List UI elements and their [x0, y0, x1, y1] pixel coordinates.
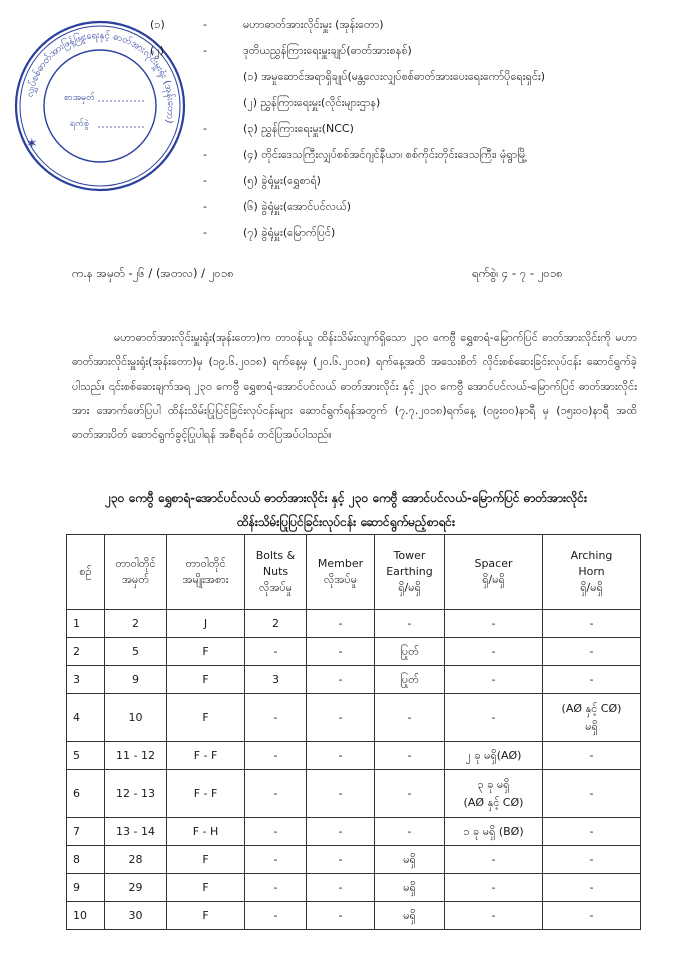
column-header-text: Earthing — [386, 565, 433, 578]
cell-bolts — [245, 610, 307, 638]
cell-value: - — [589, 644, 594, 658]
column-header — [245, 535, 307, 610]
cell-value: 10 — [128, 710, 143, 724]
cell-value: ပြုတ် — [400, 672, 419, 686]
cell-earthing — [375, 874, 445, 902]
column-header-text: စဉ် — [79, 565, 92, 578]
column-header — [105, 535, 167, 610]
cell-tower-no — [105, 874, 167, 902]
cell-member — [307, 694, 375, 742]
column-header — [67, 535, 105, 610]
maintenance-table — [66, 534, 641, 930]
cell-earthing — [375, 694, 445, 742]
cell-value: - — [491, 852, 496, 866]
cell-value: - — [273, 710, 278, 724]
cell-type — [167, 818, 245, 846]
cell-spacer — [445, 694, 543, 742]
cell-horn — [543, 610, 641, 638]
cell-earthing — [375, 818, 445, 846]
recipient-dash: - — [203, 122, 207, 135]
recipient-dash: - — [203, 174, 207, 187]
table-title — [56, 486, 636, 534]
cell-spacer — [445, 770, 543, 818]
cell-horn — [543, 742, 641, 770]
cell-value: 12 - 13 — [116, 786, 155, 800]
cell-horn — [543, 638, 641, 666]
recipient-text: (၅) ခွဲရုံမှူး(ရွှေစာရံ) — [243, 174, 321, 187]
cell-horn — [543, 846, 641, 874]
cell-spacer — [445, 742, 543, 770]
table-body — [67, 610, 641, 930]
column-header — [445, 535, 543, 610]
cell-tower-no — [105, 610, 167, 638]
cell-spacer — [445, 610, 543, 638]
table-row — [67, 638, 641, 666]
cell-tower-no — [105, 694, 167, 742]
cell-type — [167, 610, 245, 638]
cell-value: 5 — [132, 644, 139, 658]
cell-no — [67, 666, 105, 694]
cell-type — [167, 846, 245, 874]
cell-type — [167, 666, 245, 694]
recipient-text: (၄) တိုင်းဒေသကြီးလျှပ်စစ်အင်ဂျင်နီယာ၊ စစ်ကိုင်းတိုင်းဒေသကြီး၊ မုံရွာမြို့ — [243, 148, 527, 161]
reference-date: ရက်စွဲ၊ ၄ - ၇ - ၂၀၁၈ — [472, 266, 563, 280]
cell-value: - — [407, 824, 412, 838]
cell-bolts — [245, 666, 307, 694]
table-title-line-1: ၂၃၀ ကေဗွီ ရွှေစာရံ-အောင်ပင်လယ် ဓာတ်အားလိုင်း နှင့် ၂၃၀ ကေဗွီ အောင်ပင်လယ်-မြောက်ပြင် ဓာတ်အားလိုင်း — [104, 491, 587, 505]
cell-value: (AØ နှင့် CØ) — [561, 701, 622, 715]
cell-value: - — [338, 880, 343, 894]
stamp-outer-text: လျှပ်စစ်ဓာတ်အားဖြန့်ဖြူးရေးနှင့် ဓာတ်အားလိုင်းမှူးရုံး (အုန်းတော) — [24, 29, 177, 125]
cell-horn — [543, 874, 641, 902]
column-header-text: Tower — [393, 549, 426, 562]
cell-member — [307, 770, 375, 818]
cell-no — [67, 874, 105, 902]
cell-value: - — [491, 616, 496, 630]
cell-no — [67, 638, 105, 666]
cell-tower-no — [105, 770, 167, 818]
stamp-line-number: စာအမှတ် — [64, 93, 95, 103]
cell-spacer — [445, 902, 543, 930]
cell-member — [307, 874, 375, 902]
table-row — [67, 610, 641, 638]
star-icon: ✶ — [26, 136, 38, 152]
cell-bolts — [245, 846, 307, 874]
cell-no — [67, 694, 105, 742]
cell-value: - — [338, 852, 343, 866]
cell-value: 2 — [272, 616, 279, 630]
cell-tower-no — [105, 666, 167, 694]
cell-bolts — [245, 742, 307, 770]
table-title-line-2: ထိန်းသိမ်းပြုပြင်ခြင်းလုပ်ငန်း ဆောင်ရွက်မည့်စာရင်း — [237, 515, 455, 529]
recipient-text: (၇) ခွဲရုံမှူး(မြောက်ပြင်) — [243, 226, 336, 239]
recipient-number: (၂) — [150, 44, 164, 57]
cell-value: မရှိ — [403, 908, 416, 922]
column-header — [375, 535, 445, 610]
recipient-text: (၂) ညွှန်ကြားရေးမှူး(လိုင်းများဌာန) — [243, 96, 381, 109]
cell-value: - — [491, 644, 496, 658]
cell-horn — [543, 694, 641, 742]
cell-value: 11 - 12 — [116, 748, 155, 762]
cell-value: - — [338, 644, 343, 658]
cell-horn — [543, 666, 641, 694]
cell-tower-no — [105, 902, 167, 930]
cell-value: - — [407, 710, 412, 724]
cell-value: - — [589, 786, 594, 800]
cell-spacer — [445, 874, 543, 902]
cell-value: F — [202, 852, 209, 866]
cell-value: - — [491, 880, 496, 894]
column-header-text: Member — [317, 557, 364, 570]
cell-value: - — [273, 852, 278, 866]
cell-spacer — [445, 666, 543, 694]
cell-value: 7 — [73, 824, 80, 838]
table-row — [67, 874, 641, 902]
cell-earthing — [375, 846, 445, 874]
column-header-text: Spacer — [474, 557, 513, 570]
recipient-text: မဟာဓာတ်အားလိုင်းမှူး (အုန်းတော) — [243, 18, 384, 31]
column-header-text: Horn — [578, 565, 605, 578]
cell-type — [167, 770, 245, 818]
column-header-text: အမှတ် — [121, 573, 150, 586]
cell-value: 2 — [132, 616, 139, 630]
cell-value: 3 — [73, 672, 80, 686]
column-header-text: လိုအပ်မှု — [259, 581, 292, 594]
column-header — [307, 535, 375, 610]
column-header-text: ရှိ/မရှိ — [580, 581, 603, 594]
table-row — [67, 846, 641, 874]
cell-earthing — [375, 666, 445, 694]
cell-no — [67, 902, 105, 930]
cell-tower-no — [105, 638, 167, 666]
cell-value: 5 — [73, 748, 80, 762]
recipient-dash: - — [203, 148, 207, 161]
cell-value: ၁ ခု မရှိ (BØ) — [463, 824, 524, 838]
cell-value: F - F — [193, 786, 218, 800]
cell-value: - — [589, 852, 594, 866]
table-row — [67, 770, 641, 818]
cell-value: F — [202, 672, 209, 686]
cell-value: - — [338, 616, 343, 630]
cell-value: 29 — [128, 880, 143, 894]
cell-value: - — [407, 786, 412, 800]
cell-horn — [543, 770, 641, 818]
cell-no — [67, 770, 105, 818]
cell-type — [167, 874, 245, 902]
recipient-dash: - — [203, 226, 207, 239]
cell-value: F — [202, 880, 209, 894]
table-row — [67, 742, 641, 770]
column-header-text: Nuts — [262, 565, 289, 578]
recipient-text: (၆) ခွဲရုံမှူး(အောင်ပင်လယ်) — [243, 200, 352, 213]
cell-spacer — [445, 818, 543, 846]
cell-horn — [543, 902, 641, 930]
recipient-dash: - — [203, 18, 207, 31]
cell-value: - — [273, 644, 278, 658]
cell-bolts — [245, 694, 307, 742]
column-header — [167, 535, 245, 610]
cell-value: 9 — [73, 880, 80, 894]
cell-value: F - F — [193, 748, 218, 762]
cell-member — [307, 902, 375, 930]
cell-earthing — [375, 638, 445, 666]
cell-horn — [543, 818, 641, 846]
cell-value: - — [589, 908, 594, 922]
cell-bolts — [245, 770, 307, 818]
cell-value: F — [202, 644, 209, 658]
cell-member — [307, 610, 375, 638]
cell-value: - — [338, 824, 343, 838]
cell-tower-no — [105, 742, 167, 770]
cell-earthing — [375, 610, 445, 638]
cell-value: မရှိ — [403, 852, 416, 866]
column-header-text: လိုအပ်မှု — [324, 573, 357, 586]
column-header-text: ရှိ/မရှိ — [482, 573, 505, 586]
cell-value: 4 — [73, 710, 80, 724]
cell-type — [167, 902, 245, 930]
stamp-line-date: ရက်စွဲ — [70, 119, 90, 129]
cell-member — [307, 742, 375, 770]
cell-bolts — [245, 638, 307, 666]
cell-value: ၃ ခု မရှိ — [477, 777, 510, 791]
cell-tower-no — [105, 846, 167, 874]
cell-no — [67, 610, 105, 638]
table-row — [67, 666, 641, 694]
column-header-text: Arching — [570, 549, 613, 562]
recipient-text: (၃) ညွှန်ကြားရေးမှူး(NCC) — [243, 122, 354, 135]
column-header — [543, 535, 641, 610]
cell-value: F - H — [192, 824, 219, 838]
cell-value: - — [589, 824, 594, 838]
cell-earthing — [375, 770, 445, 818]
cell-no — [67, 846, 105, 874]
cell-value-secondary: မရှိ — [585, 719, 598, 733]
column-header-text: တာဝါတိုင် — [185, 557, 226, 570]
column-header-text: အမျိုးအစား — [182, 573, 229, 586]
cell-value: - — [491, 710, 496, 724]
table-row — [67, 694, 641, 742]
cell-bolts — [245, 874, 307, 902]
cell-value: - — [338, 672, 343, 686]
cell-spacer — [445, 638, 543, 666]
table-header-row — [67, 535, 641, 610]
cell-value: - — [589, 616, 594, 630]
cell-value: - — [273, 748, 278, 762]
cell-value: 28 — [128, 852, 143, 866]
cell-value: - — [589, 672, 594, 686]
recipient-dash: - — [203, 200, 207, 213]
column-header-text: Bolts & — [255, 549, 296, 562]
cell-value: - — [589, 748, 594, 762]
cell-value: - — [407, 748, 412, 762]
cell-value: 1 — [73, 616, 80, 630]
cell-value: 3 — [272, 672, 279, 686]
cell-value: - — [273, 786, 278, 800]
cell-value: 13 - 14 — [116, 824, 155, 838]
cell-type — [167, 638, 245, 666]
cell-earthing — [375, 902, 445, 930]
cell-value-secondary: (AØ နှင့် CØ) — [463, 795, 524, 809]
cell-value: - — [338, 786, 343, 800]
cell-type — [167, 742, 245, 770]
table-row — [67, 902, 641, 930]
cell-member — [307, 846, 375, 874]
cell-value: - — [407, 616, 412, 630]
cell-bolts — [245, 902, 307, 930]
cell-value: 6 — [73, 786, 80, 800]
cell-value: မရှိ — [403, 880, 416, 894]
cell-value: - — [338, 748, 343, 762]
column-header-text: တာဝါတိုင် — [115, 557, 156, 570]
cell-value: - — [273, 824, 278, 838]
cell-value: - — [338, 710, 343, 724]
cell-no — [67, 742, 105, 770]
recipient-dash: - — [203, 44, 207, 57]
cell-value: ပြုတ် — [400, 644, 419, 658]
cell-value: - — [589, 880, 594, 894]
cell-earthing — [375, 742, 445, 770]
cell-tower-no — [105, 818, 167, 846]
cell-spacer — [445, 846, 543, 874]
column-header-text: ရှိ/မရှိ — [398, 581, 421, 594]
recipient-text: ဒုတိယညွှန်ကြားရေးမှူးချုပ်(ဓာတ်အားစနစ်) — [243, 44, 412, 57]
cell-bolts — [245, 818, 307, 846]
cell-value: F — [202, 908, 209, 922]
cell-member — [307, 638, 375, 666]
cell-no — [67, 818, 105, 846]
cell-value: 9 — [132, 672, 139, 686]
cell-value: 8 — [73, 852, 80, 866]
table-row — [67, 818, 641, 846]
cell-value: ၂ ခု မရှိ(AØ) — [465, 748, 522, 762]
cell-value: - — [273, 880, 278, 894]
cell-value: J — [203, 616, 208, 630]
cell-value: - — [491, 908, 496, 922]
recipient-text: (၁) အမှုဆောင်အရာရှိချုပ်(မန္တလေးလျှပ်စစ်ဓာတ်အားပေးရေးကော်ပိုရေးရှင်း) — [243, 70, 546, 83]
cell-value: - — [273, 908, 278, 922]
cell-type — [167, 694, 245, 742]
body-paragraph: မဟာဓာတ်အားလိုင်းမှူးရုံး(အုန်းတော)က တာဝန်ယူ ထိန်းသိမ်းလျက်ရှိသော ၂၃၀ ကေဗွီ ရွှေစာရံ-မြောက်ပြင် ဓာတ်အားလိုင်းကို မဟာဓာတ်အားလိုင်းမှူးရုံး(အုန်းတော)မှ (၁၉.၆.၂၀၁၈) ရက်နေ့မှ (၂၀.၆.၂၀၁၈) ရက်နေ့အထိ အသေးစိတ် လိုင်းစစ်ဆေးခြင်းလုပ်ငန်း ဆောင်ရွက်ခဲ့ပါသည်။ ၎င်းစစ်ဆေးချက်အရ ၂၃၀ ကေဗွီ ရွှေစာရံ-အောင်ပင်လယ် ဓာတ်အားလိုင်း နှင့် ၂၃၀ ကေဗွီ အောင်ပင်လယ်-မြောက်ပြင် ဓာတ်အားလိုင်းအား အောက်ဖော်ပြပါ ထိန်းသိမ်းပြုပြင်ခြင်းလုပ်ငန်းများ ဆောင်ရွက်ရန်အတွက် (၇.၇.၂၀၁၈)ရက်နေ့ (၀၉း၀၀)နာရီ မှ (၁၅း၀၀)နာရီ အထိ ဓာတ်အားပိတ် ဆောင်ရွက်ခွင့်ပြုပါရန် အစီရင်ခံ တင်ပြအပ်ပါသည်။ — [72, 331, 637, 442]
cell-value: 10 — [73, 908, 87, 922]
cell-value: F — [202, 710, 209, 724]
cell-value: - — [491, 672, 496, 686]
cell-member — [307, 818, 375, 846]
recipient-number: (၁) — [150, 18, 165, 31]
reference-number: က.န အမှတ် -၂၆ / (အတလ) / ၂၀၁၈ — [72, 266, 234, 280]
cell-value: 30 — [128, 908, 143, 922]
cell-member — [307, 666, 375, 694]
cell-value: 2 — [73, 644, 80, 658]
cell-value: - — [338, 908, 343, 922]
